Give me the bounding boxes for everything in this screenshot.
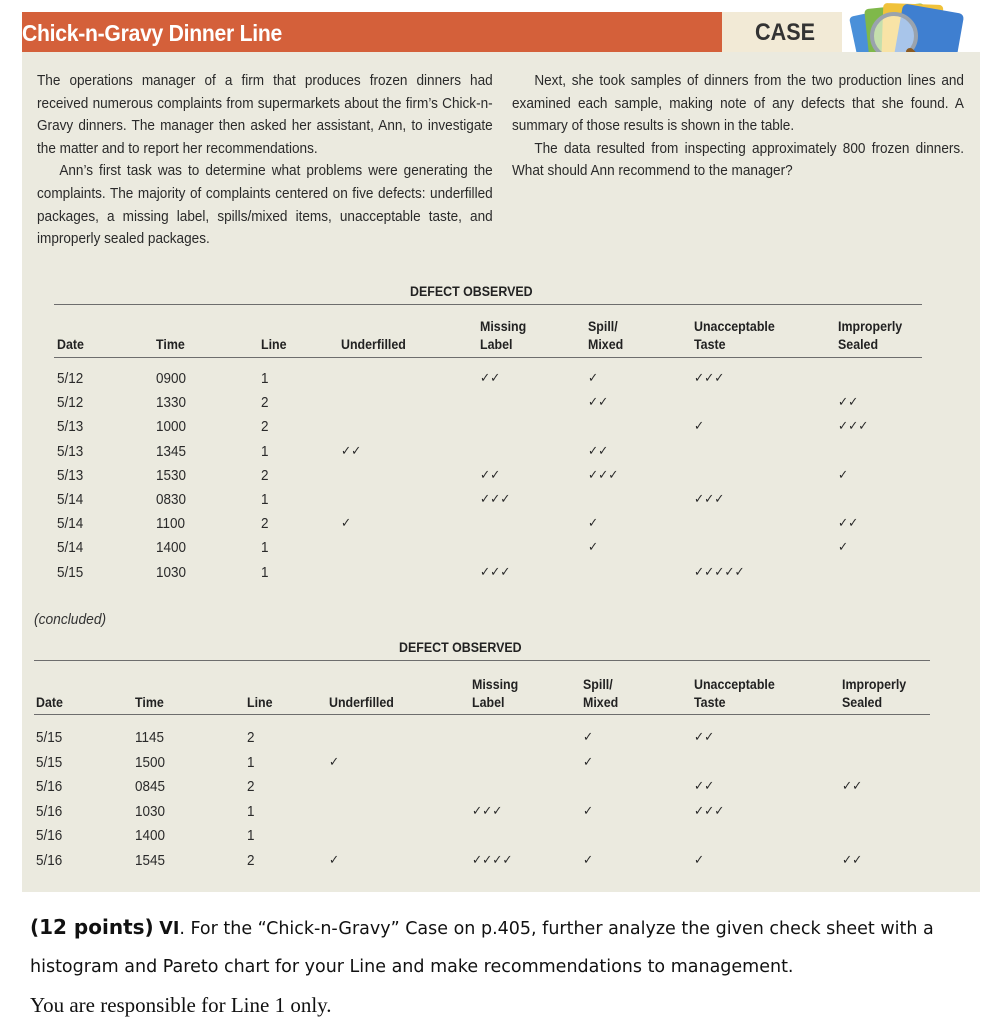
- table2-cell-line: 1: [247, 803, 255, 820]
- table1-cell-missing-label: ✓✓: [480, 371, 501, 386]
- table1-cell-date: 5/13: [57, 443, 84, 460]
- table2-header-improperly-sealed: Improperly Sealed: [842, 677, 907, 710]
- table1-cell-time: 1400: [156, 540, 187, 557]
- table1-cell-unacceptable-taste: ✓✓✓: [694, 371, 725, 386]
- table1-header-improperly-sealed: Improperly Sealed: [838, 319, 903, 352]
- table2-cell-line: 2: [247, 779, 255, 796]
- intro-left-column: [37, 70, 493, 251]
- table1-cell-improperly-sealed: ✓✓: [838, 516, 859, 532]
- case-tag: CASE: [755, 19, 816, 46]
- table1-cell-line: 1: [261, 564, 269, 581]
- table2-cell-spill-mixed: ✓: [583, 754, 594, 770]
- table1-cell-line: 1: [261, 540, 269, 557]
- table2-cell-line: 1: [247, 754, 255, 771]
- table1-cell-date: 5/15: [57, 564, 84, 581]
- table2-top-rule: [34, 660, 930, 661]
- table1-cell-improperly-sealed: ✓✓: [838, 395, 859, 411]
- table1-cell-spill-mixed: ✓✓: [588, 395, 609, 411]
- table1-cell-date: 5/13: [57, 419, 84, 436]
- table1-cell-missing-label: ✓✓✓: [480, 492, 511, 507]
- table2-cell-time: 1400: [135, 828, 166, 845]
- table1-header-unacceptable-taste: Unacceptable Taste: [694, 319, 775, 352]
- table1-top-rule: [54, 304, 922, 305]
- table1-cell-missing-label: ✓✓✓: [480, 564, 511, 580]
- table1-cell-time: 1000: [156, 419, 187, 436]
- intro-paragraph-4: The data resulted from inspecting approximately 800 frozen dinners. What should Ann recommend to the manager?: [512, 140, 964, 180]
- question-line-note: You are responsible for Line 1 only.: [30, 993, 332, 1017]
- table1-cell-line: 1: [261, 371, 269, 387]
- table2-cell-unacceptable-taste: ✓✓: [694, 730, 715, 745]
- table1-cell-time: 0830: [156, 492, 187, 508]
- table1-cell-improperly-sealed: ✓: [838, 467, 849, 483]
- table2-header-line: Line: [247, 695, 273, 710]
- table1-cell-time: 1530: [156, 467, 187, 484]
- table1-cell-time: 1100: [156, 516, 186, 533]
- concluded-label: (concluded): [34, 611, 107, 628]
- table1-header-time: Time: [156, 337, 185, 352]
- table1-cell-time: 0900: [156, 371, 187, 387]
- table1-header-date: Date: [57, 337, 84, 352]
- panel-edge: [980, 632, 1008, 892]
- table1-cell-unacceptable-taste: ✓: [694, 419, 705, 435]
- table2-cell-missing-label: ✓✓✓: [472, 803, 503, 819]
- table2-header-date: Date: [36, 695, 63, 710]
- table1-cell-time: 1030: [156, 564, 187, 581]
- table2-cell-date: 5/16: [36, 828, 63, 845]
- table2-cell-time: 1145: [135, 730, 165, 746]
- table2-cell-unacceptable-taste: ✓✓✓: [694, 803, 725, 819]
- table1-cell-time: 1345: [156, 443, 187, 460]
- table2-header-unacceptable-taste: Unacceptable Taste: [694, 677, 775, 710]
- table1-cell-spill-mixed: ✓: [588, 371, 599, 386]
- table1-cell-date: 5/12: [57, 395, 84, 412]
- table1-header-missing-label: Missing Label: [480, 319, 527, 352]
- table1-cell-unacceptable-taste: ✓✓✓: [694, 492, 725, 507]
- table2-cell-underfilled: ✓: [329, 853, 340, 868]
- table1-cell-spill-mixed: ✓✓✓: [588, 467, 619, 483]
- table1-cell-line: 1: [261, 492, 269, 508]
- table1-cell-line: 2: [261, 419, 269, 436]
- table1-cell-date: 5/14: [57, 540, 84, 557]
- table2-cell-time: 1500: [135, 754, 166, 771]
- table1-cell-line: 2: [261, 467, 269, 484]
- intro-right-column: [512, 70, 964, 183]
- table1-header-underfilled: Underfilled: [341, 337, 406, 352]
- table2-cell-date: 5/16: [36, 803, 63, 820]
- table1-cell-time: 1330: [156, 395, 187, 412]
- table2-cell-date: 5/16: [36, 779, 63, 796]
- table2-cell-unacceptable-taste: ✓: [694, 853, 705, 868]
- table1-cell-improperly-sealed: ✓: [838, 540, 849, 556]
- table1-cell-date: 5/14: [57, 492, 84, 508]
- table1-header-spill-mixed: Spill/ Mixed: [588, 319, 624, 352]
- table2-heading: DEFECT OBSERVED: [399, 640, 522, 655]
- table1-cell-underfilled: ✓✓: [341, 443, 362, 459]
- table2-header-spill-mixed: Spill/ Mixed: [583, 677, 619, 710]
- table2-header-underfilled: Underfilled: [329, 695, 394, 710]
- table2-header-rule: [34, 714, 930, 715]
- table2-cell-time: 1545: [135, 853, 166, 869]
- table2-cell-line: 2: [247, 730, 255, 746]
- table1-header-rule: [54, 357, 922, 358]
- table2-cell-date: 5/15: [36, 730, 63, 746]
- table2-cell-underfilled: ✓: [329, 754, 340, 770]
- table1-cell-improperly-sealed: ✓✓✓: [838, 419, 869, 435]
- table1-cell-spill-mixed: ✓✓: [588, 443, 609, 459]
- table1-cell-date: 5/13: [57, 467, 84, 484]
- question-number: VI: [159, 919, 180, 939]
- table2-cell-date: 5/16: [36, 853, 63, 869]
- intro-paragraph-2: Ann’s first task was to determine what problems were generating the complaints. The majority of complaints centered on five defects: underfilled packages, a missing label, spills/mixed items, unacceptable taste, and improperly sealed packages.: [37, 163, 493, 248]
- table2-cell-improperly-sealed: ✓✓: [842, 779, 863, 795]
- table2-cell-spill-mixed: ✓: [583, 853, 594, 868]
- table1-cell-date: 5/12: [57, 371, 84, 387]
- table1-cell-spill-mixed: ✓: [588, 540, 599, 556]
- table2-cell-spill-mixed: ✓: [583, 730, 594, 745]
- table1-cell-underfilled: ✓: [341, 516, 352, 532]
- table1-cell-spill-mixed: ✓: [588, 516, 599, 532]
- table2-cell-improperly-sealed: ✓✓: [842, 853, 863, 868]
- table2-cell-missing-label: ✓✓✓✓: [472, 853, 513, 868]
- table2-header-missing-label: Missing Label: [472, 677, 519, 710]
- table1-header-line: Line: [261, 337, 287, 352]
- case-title: Chick-n-Gravy Dinner Line: [22, 20, 283, 46]
- table2-cell-line: 2: [247, 853, 255, 869]
- table1-cell-line: 1: [261, 443, 269, 460]
- table1-cell-date: 5/14: [57, 516, 84, 533]
- table2-cell-spill-mixed: ✓: [583, 803, 594, 819]
- intro-paragraph-3: Next, she took samples of dinners from the two production lines and examined each sample, making note of any defects that she found. A summary of those results is shown in the table.: [512, 73, 964, 135]
- question-body: . For the “Chick-n-Gravy” Case on p.405, further analyze the given check sheet with a histogram and Pareto chart for your Line and make recommendations to management.: [30, 919, 934, 977]
- table2-cell-time: 1030: [135, 803, 166, 820]
- question-text: [30, 908, 990, 1024]
- table2-cell-time: 0845: [135, 779, 166, 796]
- table1-heading: DEFECT OBSERVED: [410, 284, 533, 299]
- intro-paragraph-1: The operations manager of a firm that produces frozen dinners had received numerous complaints from supermarkets about the firm’s Chick-n-Gravy dinners. The manager then asked her assistant, Ann, to investigate the matter and to report her recommendations.: [37, 73, 493, 157]
- question-points: (12 points): [30, 915, 154, 939]
- table1-cell-missing-label: ✓✓: [480, 467, 501, 483]
- table2-cell-line: 1: [247, 828, 255, 845]
- table1-cell-line: 2: [261, 395, 269, 412]
- table1-cell-unacceptable-taste: ✓✓✓✓✓: [694, 564, 745, 580]
- table2-cell-date: 5/15: [36, 754, 63, 771]
- table2-header-time: Time: [135, 695, 164, 710]
- table1-cell-line: 2: [261, 516, 269, 533]
- table2-cell-unacceptable-taste: ✓✓: [694, 779, 715, 795]
